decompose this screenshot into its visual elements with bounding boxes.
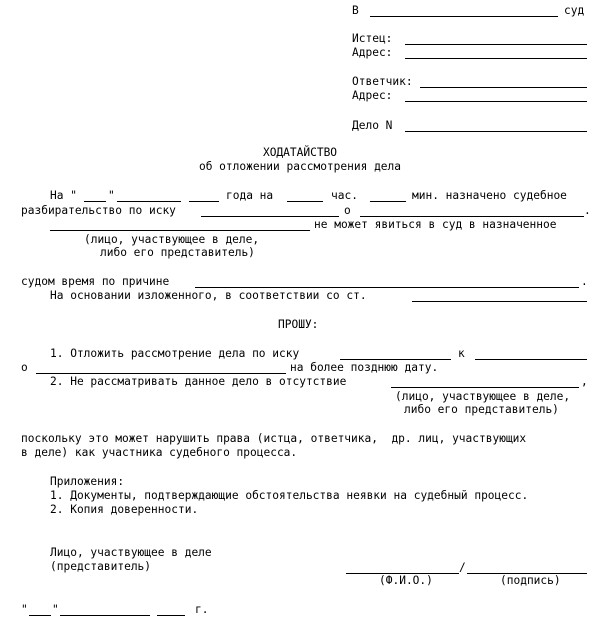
caption-participant-2: либо его представитель) bbox=[100, 246, 255, 259]
item1-text: 1. Отложить рассмотрение дела по иску bbox=[50, 347, 300, 360]
plaintiff-address-field[interactable] bbox=[405, 58, 587, 59]
document-title: ХОДАТАЙСТВО bbox=[262, 146, 338, 159]
signature-caption: (подпись) bbox=[500, 574, 561, 587]
date-day-field[interactable] bbox=[29, 615, 51, 616]
text-quote: " bbox=[108, 189, 115, 202]
court-prefix: В bbox=[352, 4, 359, 17]
caption-participant-1: (лицо, участвующее в деле, bbox=[84, 233, 260, 246]
year-field[interactable] bbox=[189, 201, 219, 202]
defendant-field[interactable] bbox=[420, 87, 587, 88]
defendant-address-field[interactable] bbox=[405, 101, 587, 102]
lawsuit-subject-field[interactable] bbox=[360, 216, 584, 217]
text-na: На " bbox=[50, 189, 77, 202]
text-based-on: На основании изложенного, в соответствии со ст. bbox=[50, 289, 367, 302]
item1-defendant-field[interactable] bbox=[475, 359, 587, 360]
signature-person-2: (представитель) bbox=[50, 560, 152, 573]
item1-k: к bbox=[458, 347, 465, 360]
rights-paragraph-1: поскольку это может нарушить права (истца, ответчика, др. лиц, участвующих bbox=[21, 432, 527, 445]
text-period-2: . bbox=[581, 275, 588, 288]
item2-caption-1: (лицо, участвующее в деле, bbox=[395, 390, 571, 403]
signature-slash: / bbox=[459, 561, 466, 574]
text-hour: час. bbox=[331, 189, 358, 202]
item2-participant-field[interactable] bbox=[391, 387, 579, 388]
rights-paragraph-2: в деле) как участника судебного процесса. bbox=[21, 446, 298, 459]
plaintiff-label: Истец: bbox=[352, 32, 393, 45]
text-cannot-appear: не может явиться в суд в назначенное bbox=[314, 218, 557, 231]
text-reason: судом время по причине bbox=[21, 275, 170, 288]
item2-text: 2. Не рассматривать данное дело в отсутствие bbox=[50, 375, 347, 388]
court-name-field[interactable] bbox=[370, 16, 558, 17]
attachment-item-1: 1. Документы, подтверждающие обстоятельства неявки на судебный процесс. bbox=[50, 489, 529, 502]
participant-field[interactable] bbox=[50, 230, 310, 231]
defendant-label: Ответчик: bbox=[352, 75, 413, 88]
article-field[interactable] bbox=[412, 301, 587, 302]
date-close-quote: " bbox=[52, 603, 59, 616]
item1-subject-field[interactable] bbox=[36, 373, 286, 374]
attachment-item-2: 2. Копия доверенности. bbox=[50, 503, 199, 516]
item1-o: о bbox=[21, 361, 28, 374]
request-heading: ПРОШУ: bbox=[278, 318, 319, 331]
item2-comma: , bbox=[581, 375, 588, 388]
date-year-suffix: г. bbox=[195, 603, 209, 616]
text-lawsuit: разбирательство по иску bbox=[21, 204, 176, 217]
signature-person-1: Лицо, участвующее в деле bbox=[50, 546, 212, 559]
hour-field[interactable] bbox=[287, 201, 323, 202]
text-o: о bbox=[344, 204, 351, 217]
text-year-at: года на bbox=[226, 189, 274, 202]
reason-field[interactable] bbox=[195, 287, 579, 288]
text-period: . bbox=[584, 204, 591, 217]
date-open-quote: " bbox=[21, 603, 28, 616]
minute-field[interactable] bbox=[370, 201, 406, 202]
plaintiff-field[interactable] bbox=[405, 44, 587, 45]
court-suffix: суд bbox=[564, 4, 585, 17]
case-label: Дело N bbox=[352, 119, 393, 132]
item1-plaintiff-field[interactable] bbox=[340, 359, 451, 360]
lawsuit-party-field[interactable] bbox=[201, 216, 339, 217]
month-field[interactable] bbox=[117, 201, 181, 202]
fio-caption: (Ф.И.О.) bbox=[379, 574, 433, 587]
attachments-title: Приложения: bbox=[50, 475, 125, 488]
day-field[interactable] bbox=[84, 201, 106, 202]
document-subtitle: об отложении рассмотрения дела bbox=[198, 160, 402, 173]
plaintiff-address-label: Адрес: bbox=[352, 46, 393, 59]
text-min-scheduled: мин. назначено судебное bbox=[412, 189, 567, 202]
date-year-field[interactable] bbox=[157, 615, 185, 616]
defendant-address-label: Адрес: bbox=[352, 89, 393, 102]
item1-later-date: на более позднюю дату. bbox=[290, 361, 439, 374]
case-number-field[interactable] bbox=[405, 131, 587, 132]
date-month-field[interactable] bbox=[60, 615, 150, 616]
item2-caption-2: либо его представитель) bbox=[404, 403, 559, 416]
